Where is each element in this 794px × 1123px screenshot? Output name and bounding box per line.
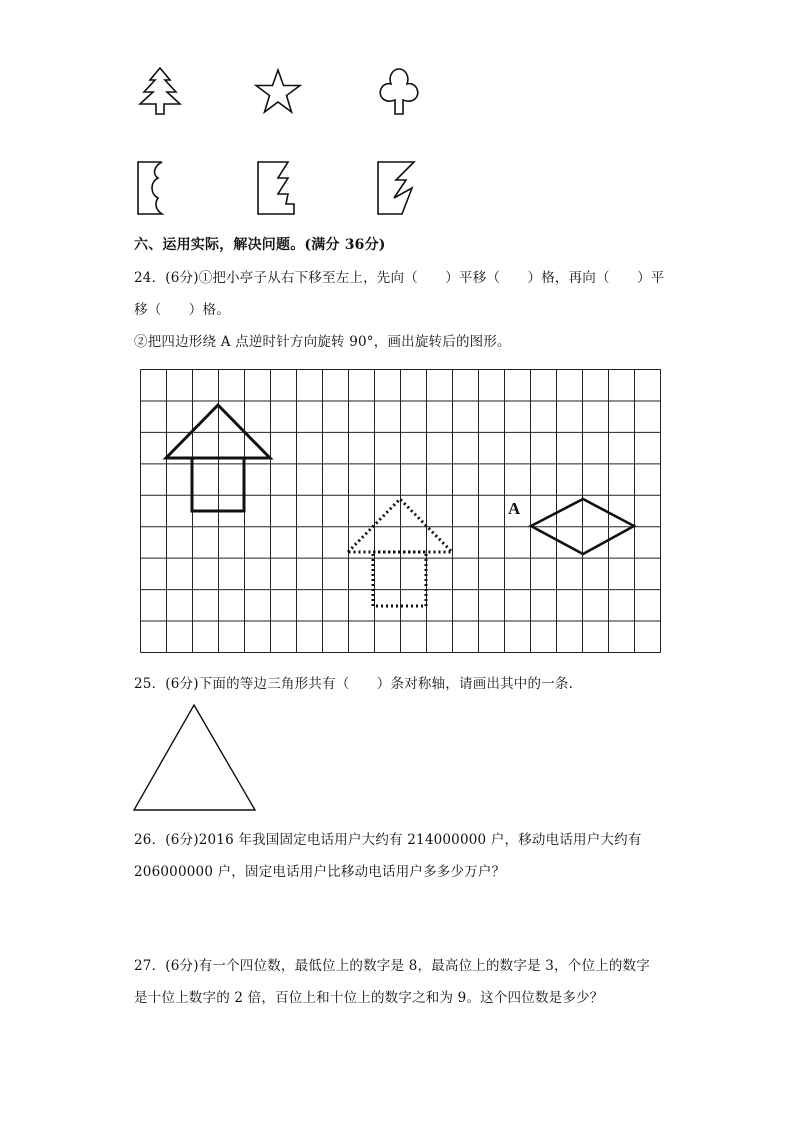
star-figure: [254, 68, 302, 116]
q27-line2: 是十位上数字的 2 倍，百位上和十位上的数字之和为 9。这个四位数是多少？: [134, 990, 604, 1006]
clover-tree-figure: [376, 66, 422, 118]
equilateral-triangle: [130, 702, 260, 814]
grid-svg: [140, 369, 661, 653]
half-figure-zigzag: [256, 160, 304, 216]
grid-diagram: [140, 369, 661, 653]
half-figure-curve: [136, 160, 184, 216]
q24-line2: 移（ ）格。: [134, 302, 230, 318]
q25-line1: 25．(6分)下面的等边三角形共有（ ）条对称轴，请画出其中的一条．: [134, 676, 583, 692]
q26-line2: 206000000 户，固定电话用户比移动电话用户多多少万户？: [134, 864, 506, 880]
point-a-label: A: [508, 499, 521, 518]
q26-line1: 26．(6分)2016 年我国固定电话用户大约有 214000000 户，移动电话用户大约有: [134, 832, 642, 848]
tree-figure: [136, 66, 184, 116]
q24-line3: ②把四边形绕 A 点逆时针方向旋转 90°，画出旋转后的图形。: [134, 334, 511, 350]
q27-line1: 27．(6分)有一个四位数，最低位上的数字是 8，最高位上的数字是 3，个位上的数字: [134, 958, 650, 974]
half-figure-bolt: [376, 160, 424, 216]
section-heading: 六、运用实际，解决问题。(满分 36分): [134, 237, 386, 253]
q24-line1: 24．(6分)①把小亭子从右下移至左上，先向（ ）平移（ ）格，再向（ ）平: [134, 270, 665, 286]
